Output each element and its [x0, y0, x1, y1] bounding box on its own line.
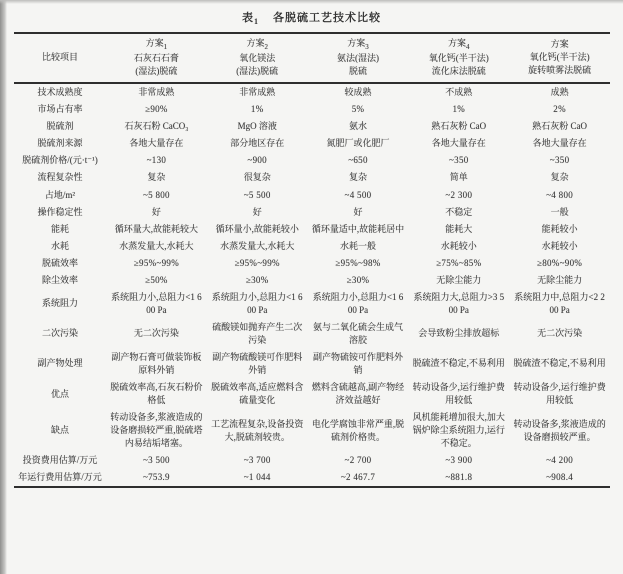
- value-cell: 无二次污染: [537, 328, 583, 339]
- value-cell: 风机能耗增加很大,加大锅炉除尘系统阻力,运行不稳定。: [412, 412, 505, 449]
- value-cell: ≥30%: [346, 274, 370, 285]
- value-cell: 水耗一般: [339, 240, 376, 251]
- value-cell: ~650: [348, 155, 368, 166]
- value-cell: 副产物石膏可做装饰板原料外销: [111, 351, 202, 376]
- table-title-prefix: 表: [242, 12, 254, 24]
- value-cell: 系统阻力小,总阻力<1 600 Pa: [211, 291, 303, 315]
- value-cell: 转动设备多,浆液造成的设备磨损较严重。: [513, 418, 606, 442]
- table-row: [14, 379, 610, 409]
- scheme-name: 方案$_1$: [145, 38, 168, 51]
- scheme-name: 方案$_4$: [448, 38, 470, 51]
- value-cell: 循环量大,故能耗较大: [114, 223, 199, 234]
- row-label: 二次污染: [41, 328, 78, 339]
- scheme-header-1: [106, 33, 207, 83]
- value-cell: 系统阻力中,总阻力<2 200 Pa: [514, 291, 605, 315]
- scheme-header-3: [308, 33, 409, 83]
- value-cell: ≥95%~99%: [234, 257, 280, 268]
- scheme-desc-line: 脱硫: [348, 66, 367, 77]
- value-cell: 2%: [553, 104, 566, 115]
- scheme-header-2: [207, 33, 308, 83]
- value-cell: 石灰石粉 CaCO₃: [124, 121, 189, 132]
- row-label: 优点: [50, 388, 69, 399]
- table-row: [14, 469, 610, 487]
- value-cell: MgO 溶液: [237, 121, 277, 132]
- row-label: 系统阻力: [41, 298, 78, 309]
- value-cell: 系统阻力小,总阻力<1 600 Pa: [111, 291, 202, 315]
- table-title-number: 1: [254, 17, 259, 27]
- value-cell: ~881.8: [445, 472, 473, 483]
- value-cell: ~900: [247, 155, 267, 166]
- table-row: [14, 221, 610, 238]
- value-cell: 水耗较小: [440, 240, 477, 251]
- value-cell: 各地大量存在: [129, 138, 184, 149]
- value-cell: 能耗大: [445, 223, 473, 234]
- value-cell: 燃料含硫越高,副产物经济效益越好: [311, 382, 405, 406]
- table-row: [14, 101, 610, 118]
- row-label: 脱硫剂: [46, 121, 74, 132]
- value-cell: 复杂: [147, 172, 166, 183]
- value-cell: 水蒸发量大,水耗大: [119, 240, 194, 251]
- value-cell: ~5 800: [142, 189, 170, 200]
- value-cell: 脱硫渣不稳定,不易利用: [412, 358, 505, 369]
- value-cell: ~2 467.7: [340, 472, 376, 483]
- scheme-desc-line: 石灰石石膏: [133, 53, 179, 64]
- value-cell: ≥90%: [145, 104, 168, 115]
- scheme-desc-line: 氧化钙(半干法): [428, 53, 489, 64]
- table-row: [14, 187, 610, 204]
- row-label: 脱硫效率: [41, 257, 78, 268]
- value-cell: 好: [353, 206, 363, 217]
- scheme-header-4: [408, 33, 509, 83]
- value-cell: ~2 700: [344, 455, 372, 466]
- value-cell: 无二次污染: [133, 328, 179, 339]
- scheme-desc-line: 氧化钙(半干法): [529, 52, 590, 63]
- value-cell: 非常成熟: [239, 87, 276, 98]
- value-cell: ~753.9: [142, 472, 170, 483]
- table-row: [14, 83, 610, 101]
- scheme-desc-line: 氧化镁法: [239, 53, 276, 64]
- table-row: [14, 118, 610, 135]
- scheme-name: 方案$_3$: [347, 38, 369, 51]
- value-cell: 非常成熟: [138, 87, 175, 98]
- row-label: 占地/m²: [44, 189, 76, 200]
- value-cell: 复杂: [550, 172, 569, 183]
- table-row: [14, 409, 610, 452]
- value-cell: 转动设备少,运行维护费用较低: [412, 382, 505, 406]
- value-cell: 系统阻力小,总阻力<1 600 Pa: [312, 291, 404, 315]
- value-cell: 脱硫效率高,适应燃料含硫量变化: [211, 382, 304, 406]
- value-cell: 副产物硫酸镁可作肥料外销: [212, 351, 303, 376]
- comparison-table: [14, 32, 610, 488]
- value-cell: ~350: [449, 155, 469, 166]
- value-cell: 无除尘能力: [436, 274, 482, 285]
- value-cell: 副产物硫铵可作肥料外销: [312, 351, 403, 376]
- row-label: 技术成熟度: [37, 87, 83, 98]
- row-label: 脱硫剂价格/(元·t⁻¹): [22, 155, 98, 166]
- scheme-header-5: [509, 33, 610, 83]
- value-cell: ≥95%~99%: [133, 257, 179, 268]
- table-row: [14, 349, 610, 379]
- value-cell: ~1 044: [243, 472, 271, 483]
- scan-edge-shadow: [0, 0, 7, 574]
- corner-label: 比较项目: [41, 52, 78, 63]
- value-cell: ≥50%: [145, 274, 168, 285]
- scheme-desc-line: 氨法(湿法): [336, 53, 379, 64]
- scheme-desc-line: 旋转喷雾法脱硫: [528, 65, 592, 76]
- value-cell: 电化学腐蚀非常严重,脱硫剂价格贵。: [311, 418, 405, 442]
- scheme-name: 方案: [550, 39, 569, 50]
- value-cell: ~4 200: [546, 455, 574, 466]
- row-label: 能耗: [50, 223, 69, 234]
- value-cell: 不稳定: [445, 206, 473, 217]
- value-cell: 会导致粉尘排放超标: [418, 328, 500, 339]
- value-cell: ~130: [146, 155, 167, 166]
- row-label: 年运行费用估算/万元: [18, 472, 102, 483]
- value-cell: ~3 900: [445, 455, 473, 466]
- header-row: [14, 33, 610, 83]
- value-cell: 5%: [351, 104, 365, 115]
- value-cell: 转动设备少,运行维护费用较低: [513, 382, 606, 406]
- value-cell: 好: [151, 206, 161, 217]
- value-cell: 氨与二氧化硫会生成气溶胶: [312, 321, 403, 345]
- scheme-desc-line: (湿法)脱硫: [236, 66, 279, 77]
- table-row: [14, 319, 610, 349]
- scheme-desc-line: (湿法)脱硫: [135, 66, 178, 77]
- value-cell: ≥95%~98%: [335, 257, 381, 268]
- value-cell: 能耗较小: [541, 223, 578, 234]
- value-cell: 循环量小,故能耗较小: [215, 223, 299, 234]
- scheme-desc-line: 流化床法脱硫: [431, 66, 486, 77]
- table-row: [14, 255, 610, 272]
- value-cell: 不成熟: [445, 87, 473, 98]
- value-cell: 各地大量存在: [431, 138, 486, 149]
- value-cell: ~5 500: [243, 189, 271, 200]
- value-cell: 各地大量存在: [532, 138, 587, 149]
- value-cell: 氮肥厂或化肥厂: [326, 138, 390, 149]
- row-label: 操作稳定性: [37, 206, 83, 217]
- value-cell: 水蒸发量大,水耗大: [220, 240, 295, 251]
- table-row: [14, 452, 610, 469]
- value-cell: 很复杂: [243, 172, 271, 183]
- scheme-name: 方案$_2$: [246, 38, 268, 51]
- value-cell: 硫酸镁如抛弃产生二次污染: [212, 321, 303, 345]
- table-row: [14, 169, 610, 186]
- table-row: [14, 135, 610, 152]
- value-cell: 系统阻力大,总阻力>3 500 Pa: [413, 291, 505, 315]
- value-cell: 水耗较小: [541, 240, 578, 251]
- value-cell: 复杂: [348, 172, 367, 183]
- table-row: [14, 272, 610, 289]
- value-cell: 工艺流程复杂,设备投资大,脱硫剂较贵。: [211, 418, 304, 442]
- value-cell: 1%: [452, 104, 466, 115]
- value-cell: ~908.4: [546, 472, 574, 483]
- row-label: 市场占有率: [37, 104, 83, 115]
- value-cell: 1%: [250, 104, 264, 115]
- row-label: 除尘效率: [41, 274, 78, 285]
- value-cell: 循环量适中,故能耗居中: [311, 223, 405, 234]
- value-cell: ~4 800: [546, 189, 574, 200]
- value-cell: 一般: [550, 206, 569, 217]
- value-cell: ≥30%: [245, 274, 269, 285]
- value-cell: 熟石灰粉 CaO: [431, 121, 487, 132]
- value-cell: ≥75%~85%: [436, 257, 482, 268]
- table-row: [14, 238, 610, 255]
- value-cell: 部分地区存在: [230, 138, 285, 149]
- row-label: 脱硫剂来源: [37, 138, 83, 149]
- table-row: [14, 152, 610, 169]
- value-cell: 好: [252, 206, 262, 217]
- value-cell: 成熟: [550, 87, 569, 98]
- value-cell: ~2 300: [445, 189, 473, 200]
- row-label: 水耗: [50, 240, 69, 251]
- value-cell: 氨水: [348, 121, 367, 132]
- value-cell: 脱硫效率高,石灰石粉价格低: [110, 382, 203, 406]
- row-label: 流程复杂性: [37, 172, 83, 183]
- value-cell: ≥80%~90%: [536, 257, 583, 268]
- value-cell: ~3 700: [243, 455, 271, 466]
- value-cell: 较成熟: [344, 87, 372, 98]
- value-cell: 简单: [449, 172, 468, 183]
- table-title-text: 各脱硫工艺技术比较: [273, 12, 381, 24]
- row-label: 副产物处理: [37, 358, 83, 369]
- row-label: 缺点: [50, 425, 69, 436]
- row-label: 投资费用估算/万元: [22, 455, 98, 466]
- value-cell: 脱硫渣不稳定,不易利用: [513, 358, 606, 369]
- value-cell: ~3 500: [142, 455, 170, 466]
- scan-edge-shadow-top: [0, 0, 623, 4]
- value-cell: ~4 500: [344, 189, 372, 200]
- table-row: [14, 289, 610, 319]
- value-cell: 熟石灰粉 CaO: [532, 121, 587, 132]
- value-cell: 无除尘能力: [537, 274, 583, 285]
- table-row: [14, 204, 610, 221]
- value-cell: ~350: [549, 155, 570, 166]
- value-cell: 转动设备多,浆液造成的设备磨损较严重,脱硫塔内易结垢堵塞。: [110, 412, 203, 449]
